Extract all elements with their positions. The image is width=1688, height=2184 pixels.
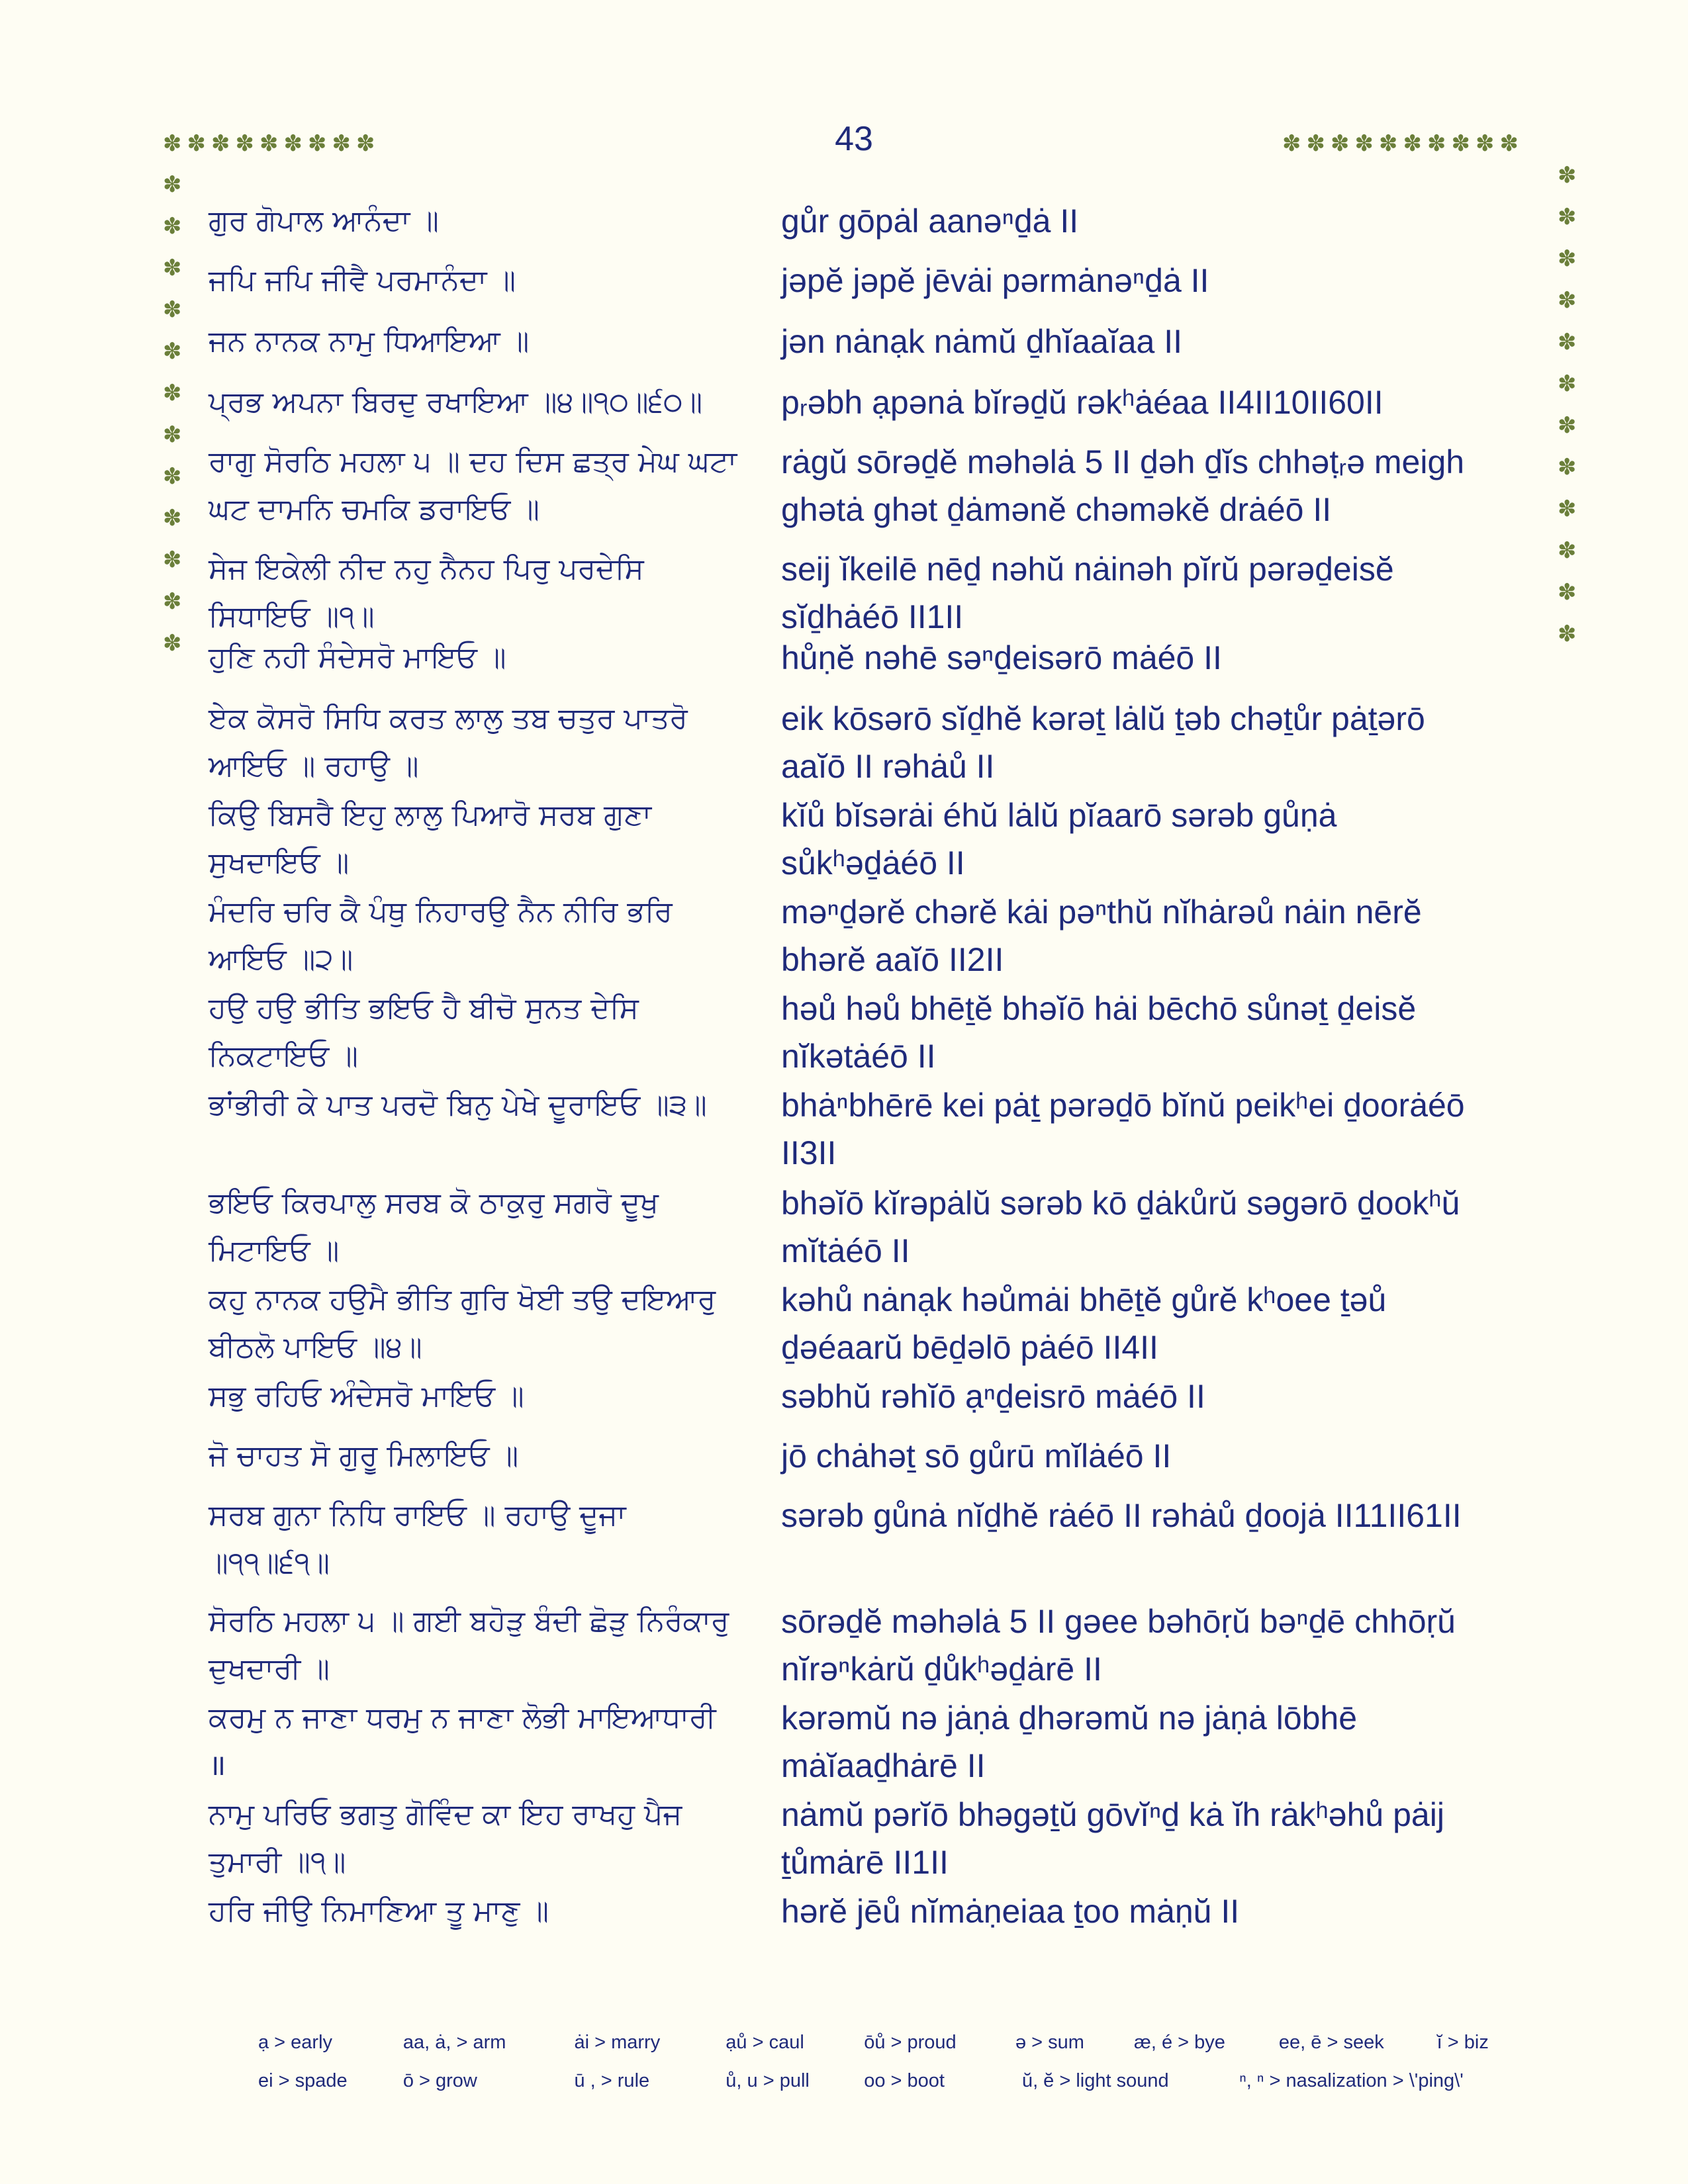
flower-ornament-icon: ✽ bbox=[1558, 454, 1577, 480]
legend-entry: ạ > early bbox=[258, 2032, 333, 2053]
flower-ornament-icon: ✽ bbox=[1427, 130, 1446, 157]
flower-ornament-icon: ✽ bbox=[163, 463, 182, 490]
flower-ornament-icon: ✽ bbox=[163, 255, 182, 281]
gurmukhi-text: ਕਹੁ ਨਾਨਕ ਹਉਮੈ ਭੀਤਿ ਗੁਰਿ ਖੋਈ ਤਉ ਦਇਆਰੁ ਬੀਠਲੋ ਪਾਇਓ ॥੪॥ bbox=[209, 1283, 716, 1364]
flower-ornament-icon: ✽ bbox=[1451, 130, 1470, 157]
flower-ornament-icon: ✽ bbox=[163, 338, 182, 365]
gurmukhi-text: ਰਾਗੁ ਸੋਰਠਿ ਮਹਲਾ ੫ ॥ ਦਹ ਦਿਸ ਛਤ੍ਰ ਮੇਘ ਘਟਾ ਘਟ ਦਾਮਨਿ ਚਮਕਿ ਡਰਾਇਓ ॥ bbox=[209, 445, 737, 526]
flower-ornament-icon: ✽ bbox=[1558, 579, 1577, 606]
flower-ornament-icon: ✽ bbox=[1306, 130, 1325, 157]
transliteration-text: pᵣəbh ạpənȧ bĭrəḏŭ rəkʰȧéaa II4II10II60II bbox=[781, 384, 1383, 421]
legend-entry: aa, ȧ, > arm bbox=[402, 2032, 506, 2053]
gurmukhi-text: ਜਪਿ ਜਪਿ ਜੀਵੈ ਪਰਮਾਨੰਦਾ ॥ bbox=[209, 263, 516, 297]
transliteration-text: məⁿḏərĕ chərĕ kȧi pəⁿthŭ nĭhȧrəů nȧin nērĕ bhərĕ aaĭō II2II bbox=[781, 893, 1422, 978]
transliteration-text: eik kōsərō sĭḏhĕ kərəṯ lȧlŭ ṯəb chəṯůr pȧṯərō aaĭō II rəhȧů II bbox=[781, 700, 1425, 785]
flower-ornament-icon: ✽ bbox=[332, 130, 351, 157]
legend-row bbox=[258, 2070, 1516, 2109]
flower-ornament-icon: ✽ bbox=[163, 588, 182, 615]
flower-ornament-icon: ✽ bbox=[163, 296, 182, 323]
flower-ornament-icon: ✽ bbox=[1403, 130, 1422, 157]
flower-ornament-icon: ✽ bbox=[1558, 496, 1577, 522]
flower-ornament-icon: ✽ bbox=[163, 130, 182, 157]
legend-entry: æ, é > bye bbox=[1134, 2032, 1225, 2053]
transliteration-text: kəhů nȧnạk həůmȧi bhēṯĕ gůrĕ kʰoee ṯəů ḏəéaarŭ bēḏəlō pȧéō II4II bbox=[781, 1281, 1387, 1366]
flower-ornament-icon: ✽ bbox=[187, 130, 206, 157]
transliteration-text: seij ĭkeilē nēḏ nəhŭ nȧinəh pĭrŭ pərəḏeisĕ sĭḏhȧéō II1II bbox=[781, 551, 1394, 635]
transliteration-text: gůr gōpȧl aanəⁿḏȧ II bbox=[781, 203, 1079, 240]
flower-ornament-icon: ✽ bbox=[1558, 371, 1577, 397]
legend-entry: ȧi > marry bbox=[574, 2032, 661, 2053]
flower-ornament-icon: ✽ bbox=[163, 505, 182, 531]
legend-row bbox=[258, 2032, 1516, 2070]
flower-ornament-icon: ✽ bbox=[283, 130, 303, 157]
gurmukhi-text: ਜਨ ਨਾਨਕ ਨਾਮੁ ਧਿਆਇਆ ॥ bbox=[209, 324, 530, 358]
transliteration-text: rȧgŭ sōrəḏĕ məhəlȧ 5 II ḏəh ḏĭs chhəṭᵣə meigh ghətȧ ghət ḏȧmənĕ chəməkĕ drȧéō II bbox=[781, 443, 1465, 528]
transliteration-text: hůṇĕ nəhē səⁿḏeisərō mȧéō II bbox=[781, 639, 1222, 676]
gurmukhi-text: ਨਾਮੁ ਪਰਿਓ ਭਗਤੁ ਗੋਵਿੰਦ ਕਾ ਇਹ ਰਾਖਹੁ ਪੈਜ ਤੁਮਾਰੀ ॥੧॥ bbox=[209, 1797, 682, 1879]
gurmukhi-text: ਭਾਂਭੀਰੀ ਕੇ ਪਾਤ ਪਰਦੋ ਬਿਨੁ ਪੇਖੇ ਦੂਰਾਇਓ ॥੩॥ bbox=[209, 1088, 707, 1122]
flower-ornament-icon: ✽ bbox=[211, 130, 230, 157]
transliteration-text: səbhŭ rəhĭō ạⁿḏeisrō mȧéō II bbox=[781, 1378, 1205, 1415]
legend-entry: ů, u > pull bbox=[726, 2070, 810, 2091]
gurmukhi-text: ਸੇਜ ਇਕੇਲੀ ਨੀਦ ਨਹੁ ਨੈਨਹ ਪਿਰੁ ਪਰਦੇਸਿ ਸਿਧਾਇਓ ॥੧॥ bbox=[209, 552, 644, 633]
transliteration-text: jən nȧnạk nȧmŭ ḏhĭaaĭaa II bbox=[781, 323, 1183, 360]
legend-entry: ạů > caul bbox=[726, 2032, 804, 2053]
flower-ornament-icon: ✽ bbox=[163, 380, 182, 406]
flower-ornament-icon: ✽ bbox=[163, 547, 182, 573]
transliteration-text: jō chȧhəṯ sō gůrū mĭlȧéō II bbox=[781, 1437, 1172, 1475]
transliteration-text: həů həů bhēṯĕ bhəĭō hȧi bēchō sůnəṯ ḏeisĕ nĭkətȧéō II bbox=[781, 990, 1417, 1075]
gurmukhi-text: ਹੁਣਿ ਨਹੀ ਸੰਦੇਸਰੋ ਮਾਇਓ ॥ bbox=[209, 641, 506, 674]
flower-ornament-icon: ✽ bbox=[1499, 130, 1519, 157]
transliteration-text: sərəb gůnȧ nĭḏhĕ rȧéō II rəhȧů ḏoojȧ II11II61II bbox=[781, 1497, 1462, 1534]
transliteration-text: nȧmŭ pərĭō bhəgəṯŭ gōvĭⁿḏ kȧ ĭh rȧkʰəhů pȧij ṯůmȧrē II1II bbox=[781, 1796, 1444, 1881]
gurmukhi-text: ਮੰਦਰਿ ਚਰਿ ਕੈ ਪੰਥੁ ਨਿਹਾਰਉ ਨੈਨ ਨੀਰਿ ਭਰਿ ਆਇਓ ॥੨॥ bbox=[209, 895, 673, 976]
flower-ornament-icon: ✽ bbox=[1558, 287, 1577, 314]
legend-entry: oo > boot bbox=[864, 2070, 945, 2091]
gurmukhi-text: ਸਰਬ ਗੁਨਾ ਨਿਧਿ ਰਾਇਓ ॥ ਰਹਾਉ ਦੂਜਾ ॥੧੧॥੬੧॥ bbox=[209, 1498, 626, 1580]
flower-ornament-icon: ✽ bbox=[1331, 130, 1350, 157]
gurmukhi-text: ਏਕ ਕੋਸਰੋ ਸਿਧਿ ਕਰਤ ਲਾਲੁ ਤਬ ਚਤੁਰ ਪਾਤਰੋ ਆਇਓ ॥ ਰਹਾਉ ॥ bbox=[209, 702, 688, 783]
flower-ornament-icon: ✽ bbox=[163, 422, 182, 448]
transliteration-text: bhəĭō kĭrəpȧlŭ sərəb kō ḏȧkůrŭ səgərō ḏookʰŭ mĭtȧéō II bbox=[781, 1185, 1460, 1269]
page-number: 43 bbox=[835, 120, 873, 158]
gurmukhi-text: ਹਰਿ ਜੀਉ ਨਿਮਾਣਿਆ ਤੂ ਮਾਣੁ ॥ bbox=[209, 1894, 549, 1928]
flower-ornament-icon: ✽ bbox=[163, 171, 182, 198]
transliteration-text: jəpĕ jəpĕ jēvȧi pərmȧnəⁿḏȧ II bbox=[781, 262, 1209, 299]
legend-entry: ŭ, ĕ > light sound bbox=[1021, 2070, 1169, 2091]
legend-entry: ⁿ, ⁿ > nasalization > \'ping\' bbox=[1239, 2070, 1464, 2091]
transliteration-text: hərĕ jēů nĭmȧṇeiaa ṯoo mȧṇŭ II bbox=[781, 1893, 1240, 1930]
transliteration-text: bhȧⁿbhērē kei pȧṯ pərəḏō bĭnŭ peikʰei ḏoorȧéō II3II bbox=[781, 1087, 1465, 1171]
gurmukhi-text: ਭਇਓ ਕਿਰਪਾਲੁ ਸਰਬ ਕੋ ਠਾਕੁਰੁ ਸਗਰੋ ਦੂਖੁ ਮਿਟਾਇਓ ॥ bbox=[209, 1186, 659, 1267]
flower-ornament-icon: ✽ bbox=[1282, 130, 1301, 157]
transliteration-text: kĭů bĭsərȧi éhŭ lȧlŭ pĭaarō sərəb gůṇȧ sůkʰəḏȧéō II bbox=[781, 797, 1337, 882]
gurmukhi-text: ਹਉ ਹਉ ਭੀਤਿ ਭਇਓ ਹੈ ਬੀਚੋ ਸੁਨਤ ਦੇਸਿ ਨਿਕਟਾਇਓ ॥ bbox=[209, 991, 639, 1073]
flower-ornament-icon: ✽ bbox=[1476, 130, 1495, 157]
flower-ornament-icon: ✽ bbox=[1379, 130, 1398, 157]
transliteration-text: sōrəḏĕ məhəlȧ 5 II gəee bəhōṛŭ bəⁿḏē chhōṛŭ nĭrəⁿkȧrŭ ḏůkʰəḏȧrē II bbox=[781, 1603, 1456, 1688]
gurmukhi-text: ਗੁਰ ਗੋਪਾਲ ਆਨੰਦਾ ॥ bbox=[209, 204, 439, 238]
gurmukhi-text: ਪ੍ਰਭ ਅਪਨਾ ਬਿਰਦੁ ਰਖਾਇਆ ॥੪॥੧੦॥੬੦॥ bbox=[209, 385, 703, 419]
gurmukhi-text: ਜੋ ਚਾਹਤ ਸੋ ਗੁਰੂ ਮਿਲਾਇਓ ॥ bbox=[209, 1439, 519, 1473]
legend-entry: ōů > proud bbox=[864, 2032, 957, 2053]
flower-ornament-icon: ✽ bbox=[1558, 246, 1577, 272]
legend-entry: ĭ > biz bbox=[1436, 2032, 1489, 2053]
legend-entry: ū , > rule bbox=[574, 2070, 650, 2091]
flower-ornament-icon: ✽ bbox=[1558, 162, 1577, 189]
flower-ornament-icon: ✽ bbox=[308, 130, 327, 157]
flower-ornament-icon: ✽ bbox=[1558, 621, 1577, 647]
flower-ornament-icon: ✽ bbox=[1354, 130, 1374, 157]
flower-ornament-icon: ✽ bbox=[1558, 329, 1577, 355]
gurmukhi-text: ਸੋਰਠਿ ਮਹਲਾ ੫ ॥ ਗਈ ਬਹੋੜੁ ਬੰਦੀ ਛੋੜੁ ਨਿਰੰਕਾਰੁ ਦੁਖਦਾਰੀ ॥ bbox=[209, 1604, 729, 1686]
flower-ornament-icon: ✽ bbox=[235, 130, 254, 157]
transliteration-text: kərəmŭ nə jȧṇȧ ḏhərəmŭ nə jȧṇȧ lōbhē mȧĭaaḏhȧrē II bbox=[781, 1700, 1358, 1784]
flower-ornament-icon: ✽ bbox=[356, 130, 375, 157]
flower-ornament-icon: ✽ bbox=[1558, 412, 1577, 439]
pronunciation-legend bbox=[258, 2032, 1516, 2109]
legend-entry: ei > spade bbox=[258, 2070, 348, 2091]
legend-entry: ə > sum bbox=[1015, 2032, 1084, 2053]
gurmukhi-text: ਸਭੁ ਰਹਿਓ ਅੰਦੇਸਰੋ ਮਾਇਓ ॥ bbox=[209, 1379, 524, 1413]
flower-ornament-icon: ✽ bbox=[259, 130, 279, 157]
flower-ornament-icon: ✽ bbox=[1558, 537, 1577, 564]
flower-ornament-icon: ✽ bbox=[1558, 204, 1577, 230]
flower-ornament-icon: ✽ bbox=[163, 630, 182, 657]
legend-entry: ee, ē > seek bbox=[1278, 2032, 1384, 2053]
legend-entry: ō > grow bbox=[402, 2070, 477, 2091]
gurmukhi-text: ਕਿਉ ਬਿਸਰੈ ਇਹੁ ਲਾਲੁ ਪਿਆਰੋ ਸਰਬ ਗੁਣਾ ਸੁਖਦਾਇਓ ॥ bbox=[209, 798, 652, 880]
gurmukhi-text: ਕਰਮੁ ਨ ਜਾਣਾ ਧਰਮੁ ਨ ਜਾਣਾ ਲੋਭੀ ਮਾਇਆਧਾਰੀ ॥ bbox=[209, 1701, 716, 1782]
flower-ornament-icon: ✽ bbox=[163, 213, 182, 240]
